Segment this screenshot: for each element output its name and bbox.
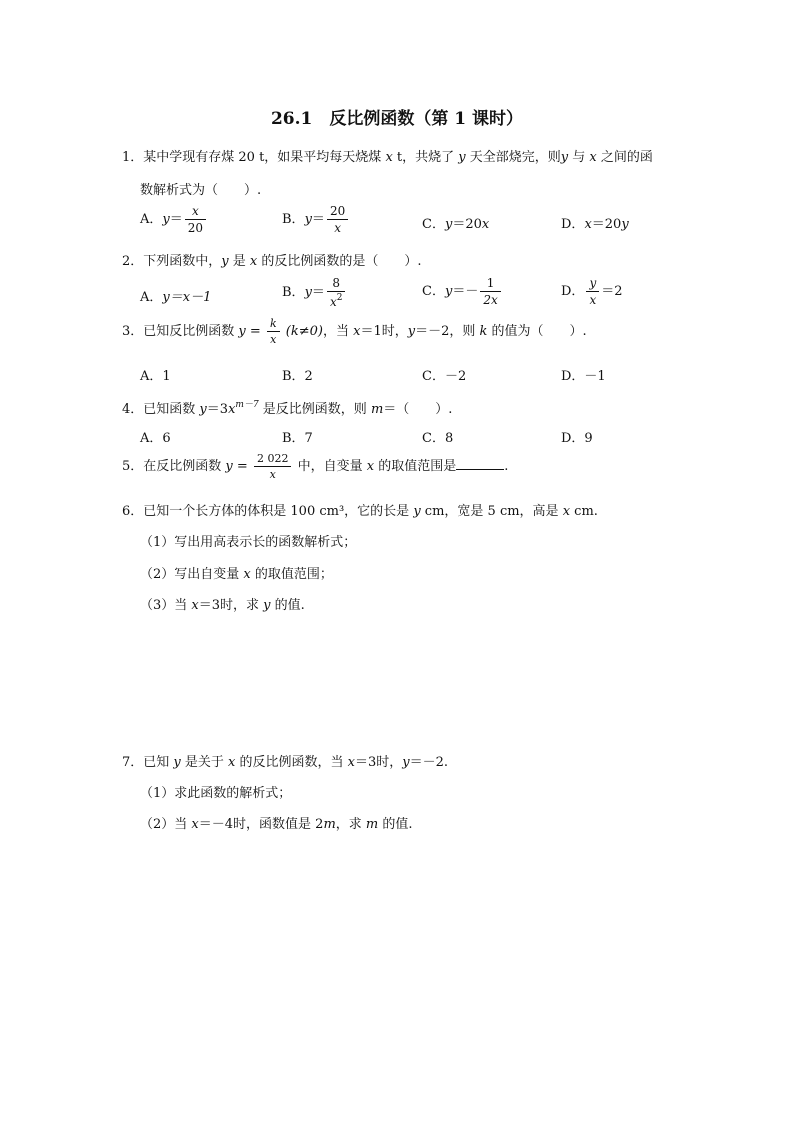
answer-blank[interactable]	[456, 469, 504, 470]
question-number: 2．	[122, 254, 144, 269]
question-2-option-c: C．y＝－ $\frac{1}{2x}$	[422, 277, 503, 306]
question-2-option-d: D． $\frac{y}{x}$ ＝2	[561, 276, 623, 307]
question-4-stem: 4．已知函数 $y=3x^{m-7}$ 是反比例函数，则 m＝（ ）.	[122, 400, 453, 417]
fraction: $\frac{1}{2x}$	[480, 277, 500, 306]
question-1-option-c: C．y＝20x	[422, 217, 490, 232]
question-3-option-a: A．1	[140, 369, 171, 384]
fraction: $\frac{x}{20}$	[185, 205, 206, 234]
page-title: 26.1 反比例函数（第 1 课时）	[270, 109, 524, 129]
question-1-stem-continued: 数解析式为（ ）.	[140, 183, 262, 198]
fraction: $\frac{20}{x}$	[327, 205, 348, 234]
question-1-option-d: D．x＝20y	[561, 217, 629, 232]
question-4-option-d: D．9	[561, 431, 593, 446]
question-2-stem: 2．下列函数中，y 是 x 的反比例函数的是（ ）.	[122, 254, 422, 269]
question-4-option-b: B．7	[282, 431, 313, 446]
question-6-part-3: （3）当 x＝3时，求 y 的值.	[140, 598, 305, 613]
question-7-part-2: （2）当 x＝－4时，函数值是 2m，求 m 的值.	[140, 817, 413, 832]
question-1-stem: 1．某中学现有存煤 20 t，如果平均每天烧煤 x t，共烧了 y 天全部烧完，则y 与 x 之间的函	[122, 150, 653, 165]
question-number: 7．	[122, 755, 144, 770]
question-3-option-b: B．2	[282, 369, 313, 384]
question-7-stem: 7．已知 y 是关于 x 的反比例函数，当 x＝3时，y＝－2.	[122, 755, 449, 770]
question-2-option-a: A．y＝x－1	[140, 290, 212, 305]
question-number: 1．	[122, 150, 144, 165]
question-number: 3．	[122, 324, 144, 339]
question-4-option-a: A．6	[140, 431, 171, 446]
question-3-option-c: C．－2	[422, 369, 467, 384]
question-3-stem: 3．已知反比例函数 y = $\frac{k}{x}$ (k≠0)，当 x＝1时，y＝－2，则 k 的值为（ ）.	[122, 317, 587, 346]
fraction: $\frac{y}{x}$	[586, 277, 599, 306]
question-5-stem: 5．在反比例函数 y = $\frac{2 022}{x}$ 中，自变量 x 的取值范围是 .	[122, 452, 509, 481]
question-7-part-1: （1）求此函数的解析式；	[140, 786, 292, 801]
question-3-option-d: D．－1	[561, 369, 606, 384]
question-6-stem: 6．已知一个长方体的体积是 100 cm³，它的长是 y cm，宽是 5 cm，高是 x cm.	[122, 504, 598, 519]
question-number: 6．	[122, 504, 144, 519]
fraction: $\frac{2 022}{x}$	[254, 453, 292, 480]
question-number: 4．	[122, 402, 144, 417]
question-2-option-b: B．y＝ $\frac{8}{x^2}$	[282, 277, 347, 308]
question-4-option-c: C．8	[422, 431, 454, 446]
fraction: $\frac{8}{x^2}$	[327, 277, 346, 308]
question-6-part-1: （1）写出用高表示长的函数解析式；	[140, 535, 357, 550]
question-1-option-a: A．y＝ $\frac{x}{20}$	[140, 205, 208, 234]
question-number: 5．	[122, 459, 144, 474]
question-1-option-b: B．y＝ $\frac{20}{x}$	[282, 205, 350, 234]
fraction: $\frac{k}{x}$	[267, 318, 280, 345]
question-6-part-2: （2）写出自变量 x 的取值范围；	[140, 567, 333, 582]
